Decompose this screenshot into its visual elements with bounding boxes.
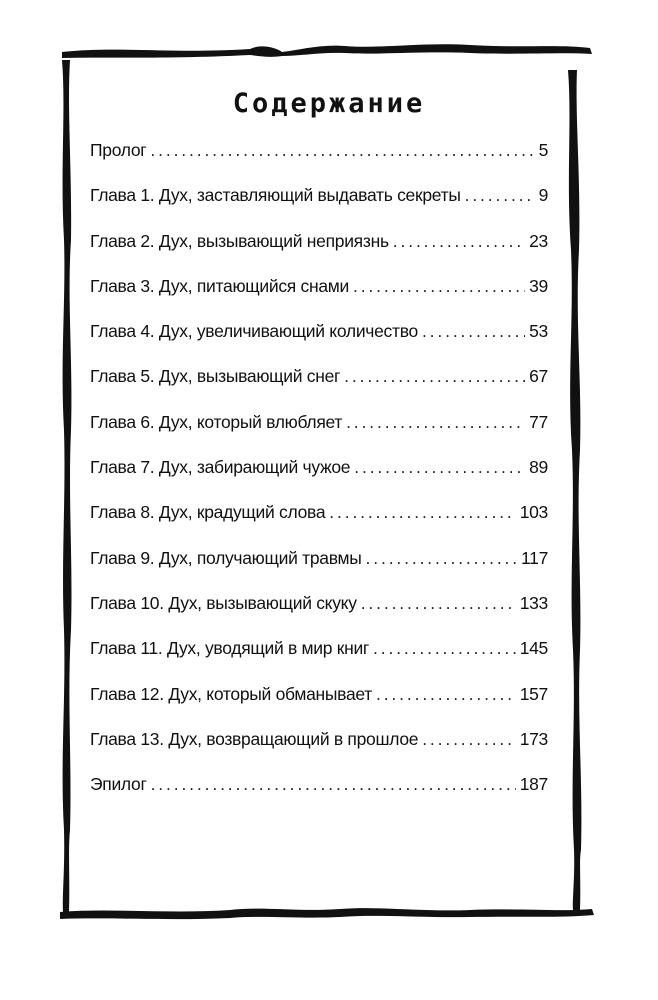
toc-entry-title: Глава 13. Дух, возвращающий в прошлое [90, 728, 419, 749]
toc-entry-page: 67 [529, 366, 548, 387]
toc-leader-dots [376, 684, 516, 705]
toc-entry-page: 187 [519, 774, 548, 795]
toc-entry-title: Глава 2. Дух, вызывающий неприязнь [90, 230, 389, 251]
toc-leader-dots [346, 412, 525, 433]
toc-leader-dots [354, 457, 525, 478]
toc-entry-title: Глава 3. Дух, питающийся снами [90, 275, 349, 296]
toc-entry [90, 140, 548, 185]
toc-entry-page: 77 [529, 411, 548, 432]
toc-entry-page: 145 [519, 638, 548, 659]
toc-entry-title: Глава 5. Дух, вызывающий снег [90, 366, 341, 387]
toc-leader-dots [150, 140, 534, 161]
toc-entry-title: Глава 10. Дух, вызывающий скуку [90, 592, 357, 613]
toc-entry [90, 638, 548, 683]
toc-entry-page: 9 [538, 185, 548, 206]
toc-leader-dots [393, 231, 525, 252]
toc-leader-dots [373, 638, 516, 659]
frame-bottom-stroke [60, 908, 594, 919]
toc-entry-title: Глава 7. Дух, забирающий чужое [90, 457, 351, 478]
toc-entry [90, 729, 548, 774]
table-of-contents [90, 140, 548, 819]
toc-entry [90, 774, 548, 819]
toc-entry-page: 5 [538, 140, 548, 160]
toc-leader-dots [366, 548, 517, 569]
toc-entry-title: Эпилог [90, 774, 147, 795]
toc-entry-page: 103 [519, 502, 548, 523]
toc-leader-dots [329, 502, 515, 523]
toc-leader-dots [361, 593, 516, 614]
toc-entry-page: 117 [521, 547, 548, 568]
toc-entry-page: 89 [529, 457, 548, 478]
toc-entry-title: Глава 6. Дух, который влюбляет [90, 411, 343, 432]
toc-leader-dots [422, 321, 525, 342]
toc-entry [90, 684, 548, 729]
toc-entry-page: 53 [529, 321, 548, 342]
toc-entry-title: Пролог [90, 140, 147, 160]
toc-entry-title: Глава 12. Дух, который обманывает [90, 683, 372, 704]
toc-entry-page: 23 [529, 230, 548, 251]
toc-entry-page: 157 [519, 683, 548, 704]
toc-entry-title: Глава 4. Дух, увеличивающий количество [90, 321, 418, 342]
page-title: Содержание [232, 88, 426, 119]
frame-top-stroke [62, 44, 592, 58]
toc-entry [90, 412, 548, 457]
toc-entry-page: 173 [519, 728, 548, 749]
toc-leader-dots [344, 366, 525, 387]
toc-leader-dots [465, 185, 535, 206]
toc-entry [90, 231, 548, 276]
toc-entry-title: Глава 11. Дух, уводящий в мир книг [90, 638, 370, 659]
toc-entry-title: Глава 1. Дух, заставляющий выдавать секреты [90, 185, 461, 206]
toc-entry [90, 457, 548, 502]
toc-leader-dots [353, 276, 525, 297]
toc-entry [90, 502, 548, 547]
toc-leader-dots [422, 729, 516, 750]
toc-leader-dots [151, 774, 516, 795]
toc-entry [90, 321, 548, 366]
frame-left-stroke [62, 60, 71, 912]
toc-entry [90, 276, 548, 321]
toc-entry [90, 548, 548, 593]
frame-right-stroke [568, 70, 581, 910]
toc-entry-page: 133 [519, 592, 548, 613]
toc-entry [90, 185, 548, 230]
toc-entry-title: Глава 9. Дух, получающий травмы [90, 547, 362, 568]
toc-entry-title: Глава 8. Дух, крадущий слова [90, 502, 326, 523]
toc-entry [90, 593, 548, 638]
toc-entry-page: 39 [529, 275, 548, 296]
toc-entry [90, 366, 548, 411]
